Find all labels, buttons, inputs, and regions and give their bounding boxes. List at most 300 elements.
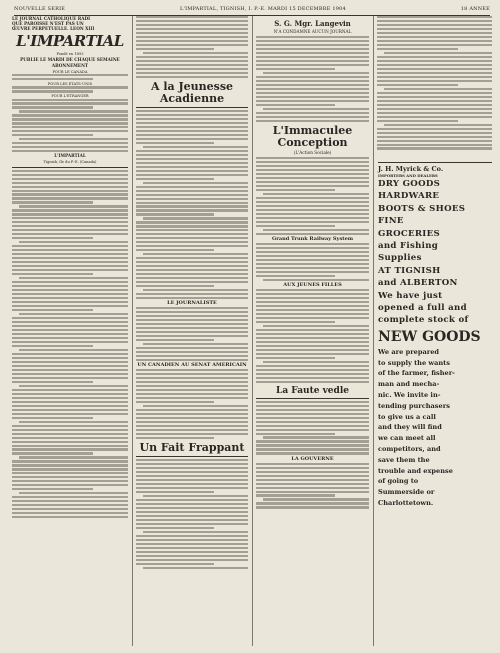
column-2-article (136, 307, 248, 361)
ad-text-line: AT TIGNISH (378, 265, 441, 276)
text-line (256, 173, 369, 175)
ad-new-goods: NEW GOODS (378, 328, 481, 345)
text-line (136, 40, 248, 42)
text-line (12, 285, 128, 287)
column-3-article (256, 36, 369, 122)
ad-text-line: Supplies (378, 253, 422, 264)
text-line (136, 68, 248, 70)
text-line (256, 293, 369, 295)
text-line (12, 257, 128, 259)
text-line (256, 309, 369, 311)
heading-immaculee-conception: L'Immaculee Conception (272, 123, 353, 149)
text-line (136, 213, 214, 215)
text-line (136, 467, 248, 469)
ad-text-line: Charlottetown. (378, 499, 434, 508)
text-line (12, 213, 128, 215)
text-line (12, 309, 93, 311)
text-line (136, 409, 248, 411)
text-line (256, 373, 369, 375)
text-line (136, 170, 248, 172)
publish-line: PUBLIE LE MARDI DE CHAQUE SEMAINE (20, 57, 120, 63)
text-line (136, 202, 248, 204)
text-line (136, 555, 248, 557)
text-line (12, 429, 128, 431)
text-line (136, 277, 248, 279)
text-line (256, 329, 369, 331)
text-line (136, 527, 214, 529)
text-line (12, 452, 93, 454)
text-line (256, 409, 369, 411)
text-line (377, 32, 492, 34)
text-line (256, 271, 369, 273)
text-line (12, 201, 93, 203)
text-line (12, 500, 128, 502)
text-line (12, 381, 93, 383)
text-line (256, 88, 369, 90)
text-line (256, 40, 369, 42)
foreign-rate-heading: POUR L'ETRANGER (51, 94, 89, 99)
text-line (256, 365, 369, 367)
text-line (12, 468, 128, 470)
text-line (256, 181, 369, 183)
text-line (12, 146, 128, 148)
text-line (12, 353, 128, 355)
text-line (263, 361, 369, 363)
text-line (136, 369, 248, 371)
text-line (256, 185, 369, 187)
text-line (136, 499, 248, 501)
ad-text-line: trouble and expense (378, 466, 453, 475)
text-line (136, 535, 248, 537)
heading-faute: La Faute vedle (276, 385, 349, 396)
text-line (256, 205, 369, 207)
text-line (12, 484, 128, 486)
text-line (136, 389, 248, 391)
text-line (12, 86, 128, 88)
ad-text-line: of the farmer, fisher- (378, 369, 455, 378)
newspaper-title: L'IMPARTIAL (16, 32, 124, 50)
text-line (136, 130, 248, 132)
text-line (256, 275, 335, 277)
text-line (12, 393, 128, 395)
text-line (384, 88, 492, 90)
text-line (12, 174, 128, 176)
column-3-article (256, 157, 369, 235)
ad-text-line: HARDWARE (378, 191, 440, 202)
text-line (136, 417, 248, 419)
text-line (377, 48, 458, 50)
text-line (12, 460, 128, 462)
text-line (136, 519, 248, 521)
text-line (136, 237, 248, 239)
text-line (136, 60, 248, 62)
ad-closing (378, 347, 492, 509)
text-line (256, 221, 369, 223)
ad-text-line: competitors, and (378, 445, 441, 454)
text-line (12, 126, 128, 128)
ad-text-line: complete stock of (378, 315, 469, 326)
subheading-langevin: N'A CONDAMNE AUCUN JOURNAL (273, 29, 352, 34)
text-line (256, 452, 369, 454)
text-line (136, 393, 248, 395)
header-center: L'IMPARTIAL, TIGNISH, I. P.-E. MARDI 15 DECEMBRE 1904 (179, 6, 346, 12)
text-line (12, 488, 93, 490)
column-3-article (256, 401, 369, 455)
text-line (256, 44, 369, 46)
ad-text-line: save them the (378, 455, 430, 464)
text-line (12, 150, 128, 152)
masthead-line: ŒUVRE PERPETUELLE. LEON XIII (12, 26, 95, 31)
text-line (12, 233, 128, 235)
text-line (136, 265, 248, 267)
text-line (12, 301, 128, 303)
text-line (136, 425, 248, 427)
text-line (136, 32, 248, 34)
text-line (377, 120, 458, 122)
ad-text-line: GROCERIES (378, 228, 440, 239)
text-line (256, 491, 369, 493)
text-line (256, 161, 369, 163)
text-line (136, 134, 248, 136)
text-line (136, 381, 248, 383)
text-line (12, 225, 128, 227)
text-line (256, 433, 335, 435)
text-line (12, 516, 128, 518)
text-line (136, 511, 248, 513)
text-line (377, 104, 492, 106)
text-line (256, 333, 369, 335)
text-line (377, 16, 492, 18)
text-line (256, 251, 369, 253)
text-line (136, 401, 214, 403)
text-line (256, 96, 369, 98)
text-line (19, 492, 128, 494)
ad-text-line: FINE (378, 216, 404, 227)
text-line (256, 213, 369, 215)
text-line (136, 174, 248, 176)
text-line (256, 417, 369, 419)
text-line (136, 539, 248, 541)
text-line (12, 122, 128, 124)
text-line (256, 301, 369, 303)
text-line (377, 64, 492, 66)
text-line (19, 313, 128, 315)
text-line (12, 118, 128, 120)
text-line (19, 277, 128, 279)
text-line (256, 201, 369, 203)
text-line (256, 475, 369, 477)
text-line (256, 169, 369, 171)
text-line (12, 341, 128, 343)
text-line (256, 247, 369, 249)
text-line (12, 409, 128, 411)
text-line (12, 496, 128, 498)
text-line (377, 56, 492, 58)
text-line (256, 209, 369, 211)
text-line (256, 64, 369, 66)
text-line (256, 165, 369, 167)
text-line (263, 436, 369, 438)
text-line (12, 249, 128, 251)
column-4-article (377, 16, 492, 150)
text-line (136, 166, 248, 168)
usa-rate-heading: POUR LES ETATS-UNIS (47, 82, 93, 87)
text-line (136, 24, 248, 26)
text-line (256, 483, 369, 485)
text-line (136, 281, 248, 283)
text-line (12, 253, 128, 255)
text-line (256, 68, 335, 70)
text-line (256, 429, 369, 431)
text-line (136, 491, 214, 493)
text-line (12, 325, 128, 327)
rule (136, 107, 248, 108)
text-line (256, 463, 369, 465)
text-line (256, 425, 369, 427)
text-line (136, 413, 248, 415)
text-line (136, 547, 248, 549)
text-line (136, 118, 248, 120)
text-line (12, 273, 93, 275)
text-line (12, 333, 128, 335)
heading-fait-frappant: Un Fait Frappant (139, 441, 245, 455)
text-line (256, 444, 369, 446)
text-line (136, 209, 248, 211)
text-line (256, 321, 335, 323)
text-line (12, 417, 93, 419)
text-line (136, 297, 248, 299)
text-line (377, 76, 492, 78)
text-line (136, 142, 214, 144)
text-line (256, 494, 335, 496)
text-line (256, 36, 369, 38)
text-line (12, 476, 128, 478)
text-line (136, 48, 214, 50)
text-line (256, 467, 369, 469)
text-line (377, 68, 492, 70)
text-line (12, 413, 128, 415)
text-line (256, 267, 369, 269)
text-line (12, 182, 128, 184)
text-line (136, 198, 248, 200)
column-2-article (136, 110, 248, 299)
text-line (377, 116, 492, 118)
text-line (19, 110, 128, 112)
text-line (12, 321, 128, 323)
text-line (136, 307, 248, 309)
text-line (12, 197, 128, 199)
text-line (136, 76, 248, 78)
text-line (256, 413, 369, 415)
text-line (136, 261, 248, 263)
text-line (19, 241, 128, 243)
text-line (12, 480, 128, 482)
column-3-article (256, 463, 369, 509)
text-line (12, 305, 128, 307)
column-divider (252, 16, 253, 646)
rule (136, 456, 248, 457)
ad-text-line: nic. We invite in- (378, 391, 441, 400)
text-line (136, 355, 248, 357)
text-line (256, 104, 335, 106)
text-line (136, 351, 248, 353)
text-line (136, 293, 248, 295)
text-line (377, 80, 492, 82)
text-line (256, 80, 369, 82)
column-2-article (136, 459, 248, 569)
text-line (256, 349, 369, 351)
text-line (263, 72, 369, 74)
text-line (12, 317, 128, 319)
text-line (377, 44, 492, 46)
text-line (256, 100, 369, 102)
masthead-line: QUE PAROISSE N'EST PAS UN (12, 21, 84, 26)
text-line (263, 325, 369, 327)
text-line (256, 487, 369, 489)
column-1-body (12, 170, 128, 519)
text-line (143, 405, 248, 407)
heading-canadien-senat: UN CANADIEN AU SENAT AMERICAIN (137, 362, 247, 369)
text-line (256, 421, 369, 423)
text-line (136, 335, 248, 337)
text-line (12, 361, 128, 363)
text-line (143, 495, 248, 497)
text-line (256, 313, 369, 315)
column-2-article (136, 369, 248, 439)
text-line (12, 401, 128, 403)
address-line: Tignish, Ile du P.-E. (Canada) (43, 160, 97, 165)
text-line (377, 147, 492, 149)
text-line (12, 186, 128, 188)
text-line (12, 472, 128, 474)
text-line (12, 365, 128, 367)
canada-rate-heading: POUR LE CANADA (52, 70, 88, 75)
text-line (12, 114, 128, 116)
heading-journaliste: LE JOURNALISTE (167, 300, 217, 307)
text-line (136, 205, 248, 207)
text-line (136, 475, 248, 477)
text-line (12, 229, 128, 231)
text-line (256, 341, 369, 343)
text-line (256, 369, 369, 371)
text-line (256, 189, 335, 191)
text-line (256, 112, 369, 114)
text-line (377, 96, 492, 98)
text-line (12, 221, 128, 223)
text-line (256, 84, 369, 86)
text-line (19, 138, 128, 140)
text-line (136, 154, 248, 156)
text-line (12, 134, 93, 136)
text-line (12, 508, 128, 510)
text-line (12, 261, 128, 263)
page-header (14, 4, 490, 16)
ad-firm-name: J. H. Myrick & Co. (378, 165, 444, 173)
text-line (12, 245, 128, 247)
text-line (12, 512, 128, 514)
text-line (12, 170, 128, 172)
text-line (256, 48, 369, 50)
header-right: 18 ANNEE (460, 6, 490, 12)
text-line (143, 253, 248, 255)
text-line (136, 437, 214, 439)
text-line (143, 343, 248, 345)
header-left: NOUVELLE SERIE (14, 6, 66, 12)
text-line (12, 369, 128, 371)
text-line (12, 448, 128, 450)
text-line (136, 331, 248, 333)
text-line (256, 479, 369, 481)
text-line (136, 150, 248, 152)
text-line (377, 60, 492, 62)
text-line (377, 136, 492, 138)
text-line (136, 225, 248, 227)
ad-text-line: DRY GOODS (378, 179, 441, 189)
text-line (12, 357, 128, 359)
column-divider (132, 16, 133, 646)
text-line (12, 405, 128, 407)
text-line (12, 373, 128, 375)
ad-text-line: Summerside or (378, 488, 435, 497)
text-line (12, 425, 128, 427)
text-line (136, 56, 248, 58)
text-line (263, 279, 369, 281)
text-line (256, 116, 369, 118)
text-line (136, 20, 248, 22)
text-line (377, 108, 492, 110)
text-line (256, 289, 369, 291)
text-line (136, 122, 248, 124)
text-line (256, 502, 369, 504)
heading-langevin: S. G. Mgr. Langevin (274, 19, 351, 28)
text-line (256, 255, 369, 257)
ad-text-line: and ALBERTON (378, 278, 458, 289)
text-line (12, 441, 128, 443)
text-line (136, 429, 248, 431)
column-2-intro (136, 16, 248, 78)
text-line (256, 353, 369, 355)
text-line (12, 397, 128, 399)
text-line (377, 112, 492, 114)
text-line (256, 317, 369, 319)
text-line (256, 381, 369, 383)
text-line (12, 269, 128, 271)
text-line (136, 311, 248, 313)
text-line (143, 146, 248, 148)
heading-grand-trunk: Grand Trunk Railway System (271, 235, 354, 242)
text-line (136, 359, 248, 361)
column-4-top (377, 16, 492, 156)
text-line (263, 229, 369, 231)
text-line (136, 323, 248, 325)
ad-text-line: of going to (378, 477, 419, 486)
rule (256, 398, 369, 399)
text-line (256, 233, 369, 235)
text-line (384, 52, 492, 54)
ad-text-line: tending purchasers (378, 401, 450, 410)
text-line (256, 345, 369, 347)
text-line (136, 72, 248, 74)
text-line (12, 289, 128, 291)
text-line (136, 138, 248, 140)
text-line (256, 157, 369, 159)
text-line (263, 108, 369, 110)
text-line (136, 377, 248, 379)
text-line (12, 265, 128, 267)
text-line (136, 273, 248, 275)
myrick-advertisement (378, 160, 492, 646)
text-line (136, 36, 248, 38)
